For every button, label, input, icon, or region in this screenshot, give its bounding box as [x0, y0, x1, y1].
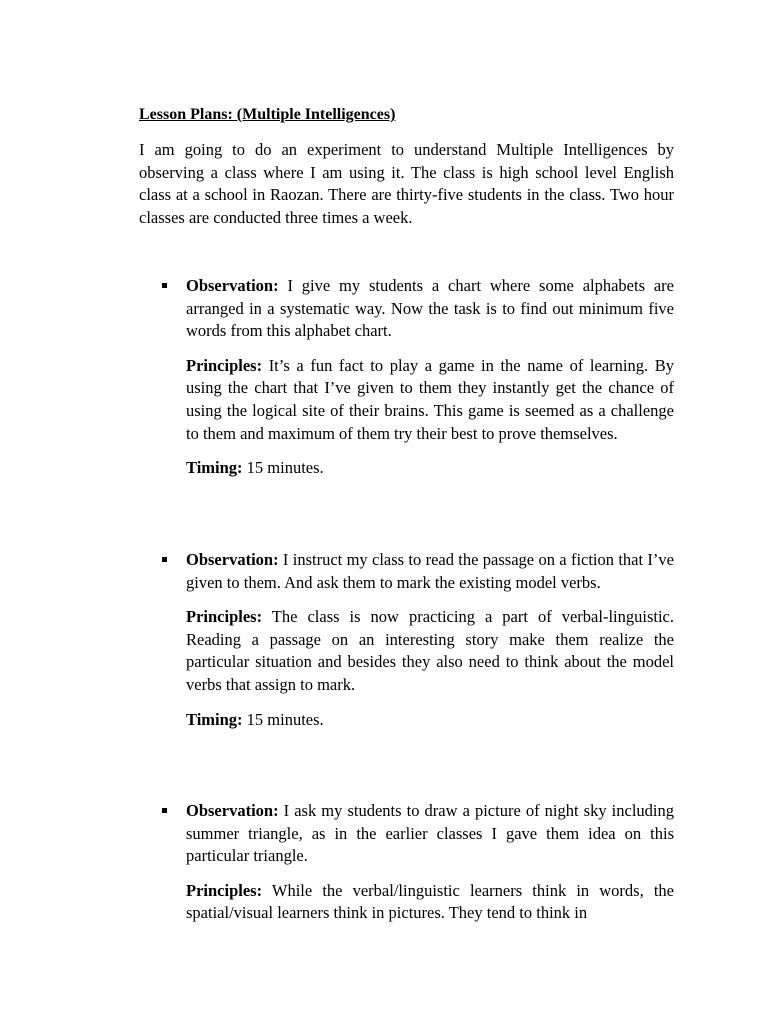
- observation-label: Observation:: [186, 550, 279, 569]
- square-bullet-icon: [162, 557, 167, 562]
- lesson-item: [186, 800, 674, 925]
- square-bullet-icon: [162, 283, 167, 288]
- observation-text: I instruct my class to read the passage on a fiction that I’ve given to them. And ask them to mark the existing model verbs.: [186, 550, 674, 592]
- principles-label: Principles:: [186, 607, 263, 627]
- lesson-item: [186, 549, 674, 731]
- square-bullet-icon: [162, 808, 167, 813]
- observation-text: I ask my students to draw a picture of night sky including summer triangle, as in the earlier classes I gave them idea on this particular triangle.: [186, 801, 674, 866]
- observation-paragraph: [186, 800, 674, 868]
- timing-label: Timing:: [186, 458, 243, 478]
- document-title: Lesson Plans: (Multiple Intelligences): [139, 106, 396, 123]
- principles-paragraph: [186, 355, 674, 445]
- principles-text: While the verbal/linguistic learners think in words, the spatial/visual learners think in pictures. They tend to think in: [186, 880, 674, 923]
- lesson-item: [186, 275, 674, 480]
- observation-paragraph: [186, 275, 674, 343]
- observation-paragraph: [186, 549, 674, 594]
- observation-label: Observation:: [186, 276, 279, 295]
- principles-text: It’s a fun fact to play a game in the name of learning. By using the chart that I’ve given to them they instantly get the chance of using the logical site of their brains. This game is seemed as a challenge to them and maximum of them try their best to prove themselves.: [186, 355, 674, 443]
- principles-label: Principles:: [186, 355, 263, 375]
- observation-label: Observation:: [186, 801, 279, 820]
- timing-text: 15 minutes.: [242, 458, 324, 478]
- intro-paragraph: I am going to do an experiment to understand Multiple Intelligences by observing a class where I am using it. The class is high school level English class at a school in Raozan. There are thirty-five students in the class. Two hour classes are conducted three times a week.: [139, 140, 674, 227]
- principles-paragraph: [186, 606, 674, 696]
- principles-label: Principles:: [186, 880, 263, 900]
- timing-paragraph: [186, 709, 674, 732]
- timing-label: Timing:: [186, 709, 243, 729]
- principles-paragraph: [186, 880, 674, 925]
- principles-text: The class is now practicing a part of verbal-linguistic. Reading a passage on an interesting story make them realize the particular situation and besides they also need to think about the model verbs that assign to mark.: [186, 607, 674, 694]
- timing-paragraph: [186, 457, 674, 480]
- observation-text: I give my students a chart where some alphabets are arranged in a systematic way. Now the task is to find out minimum five words from this alphabet chart.: [186, 276, 674, 341]
- timing-text: 15 minutes.: [242, 709, 324, 729]
